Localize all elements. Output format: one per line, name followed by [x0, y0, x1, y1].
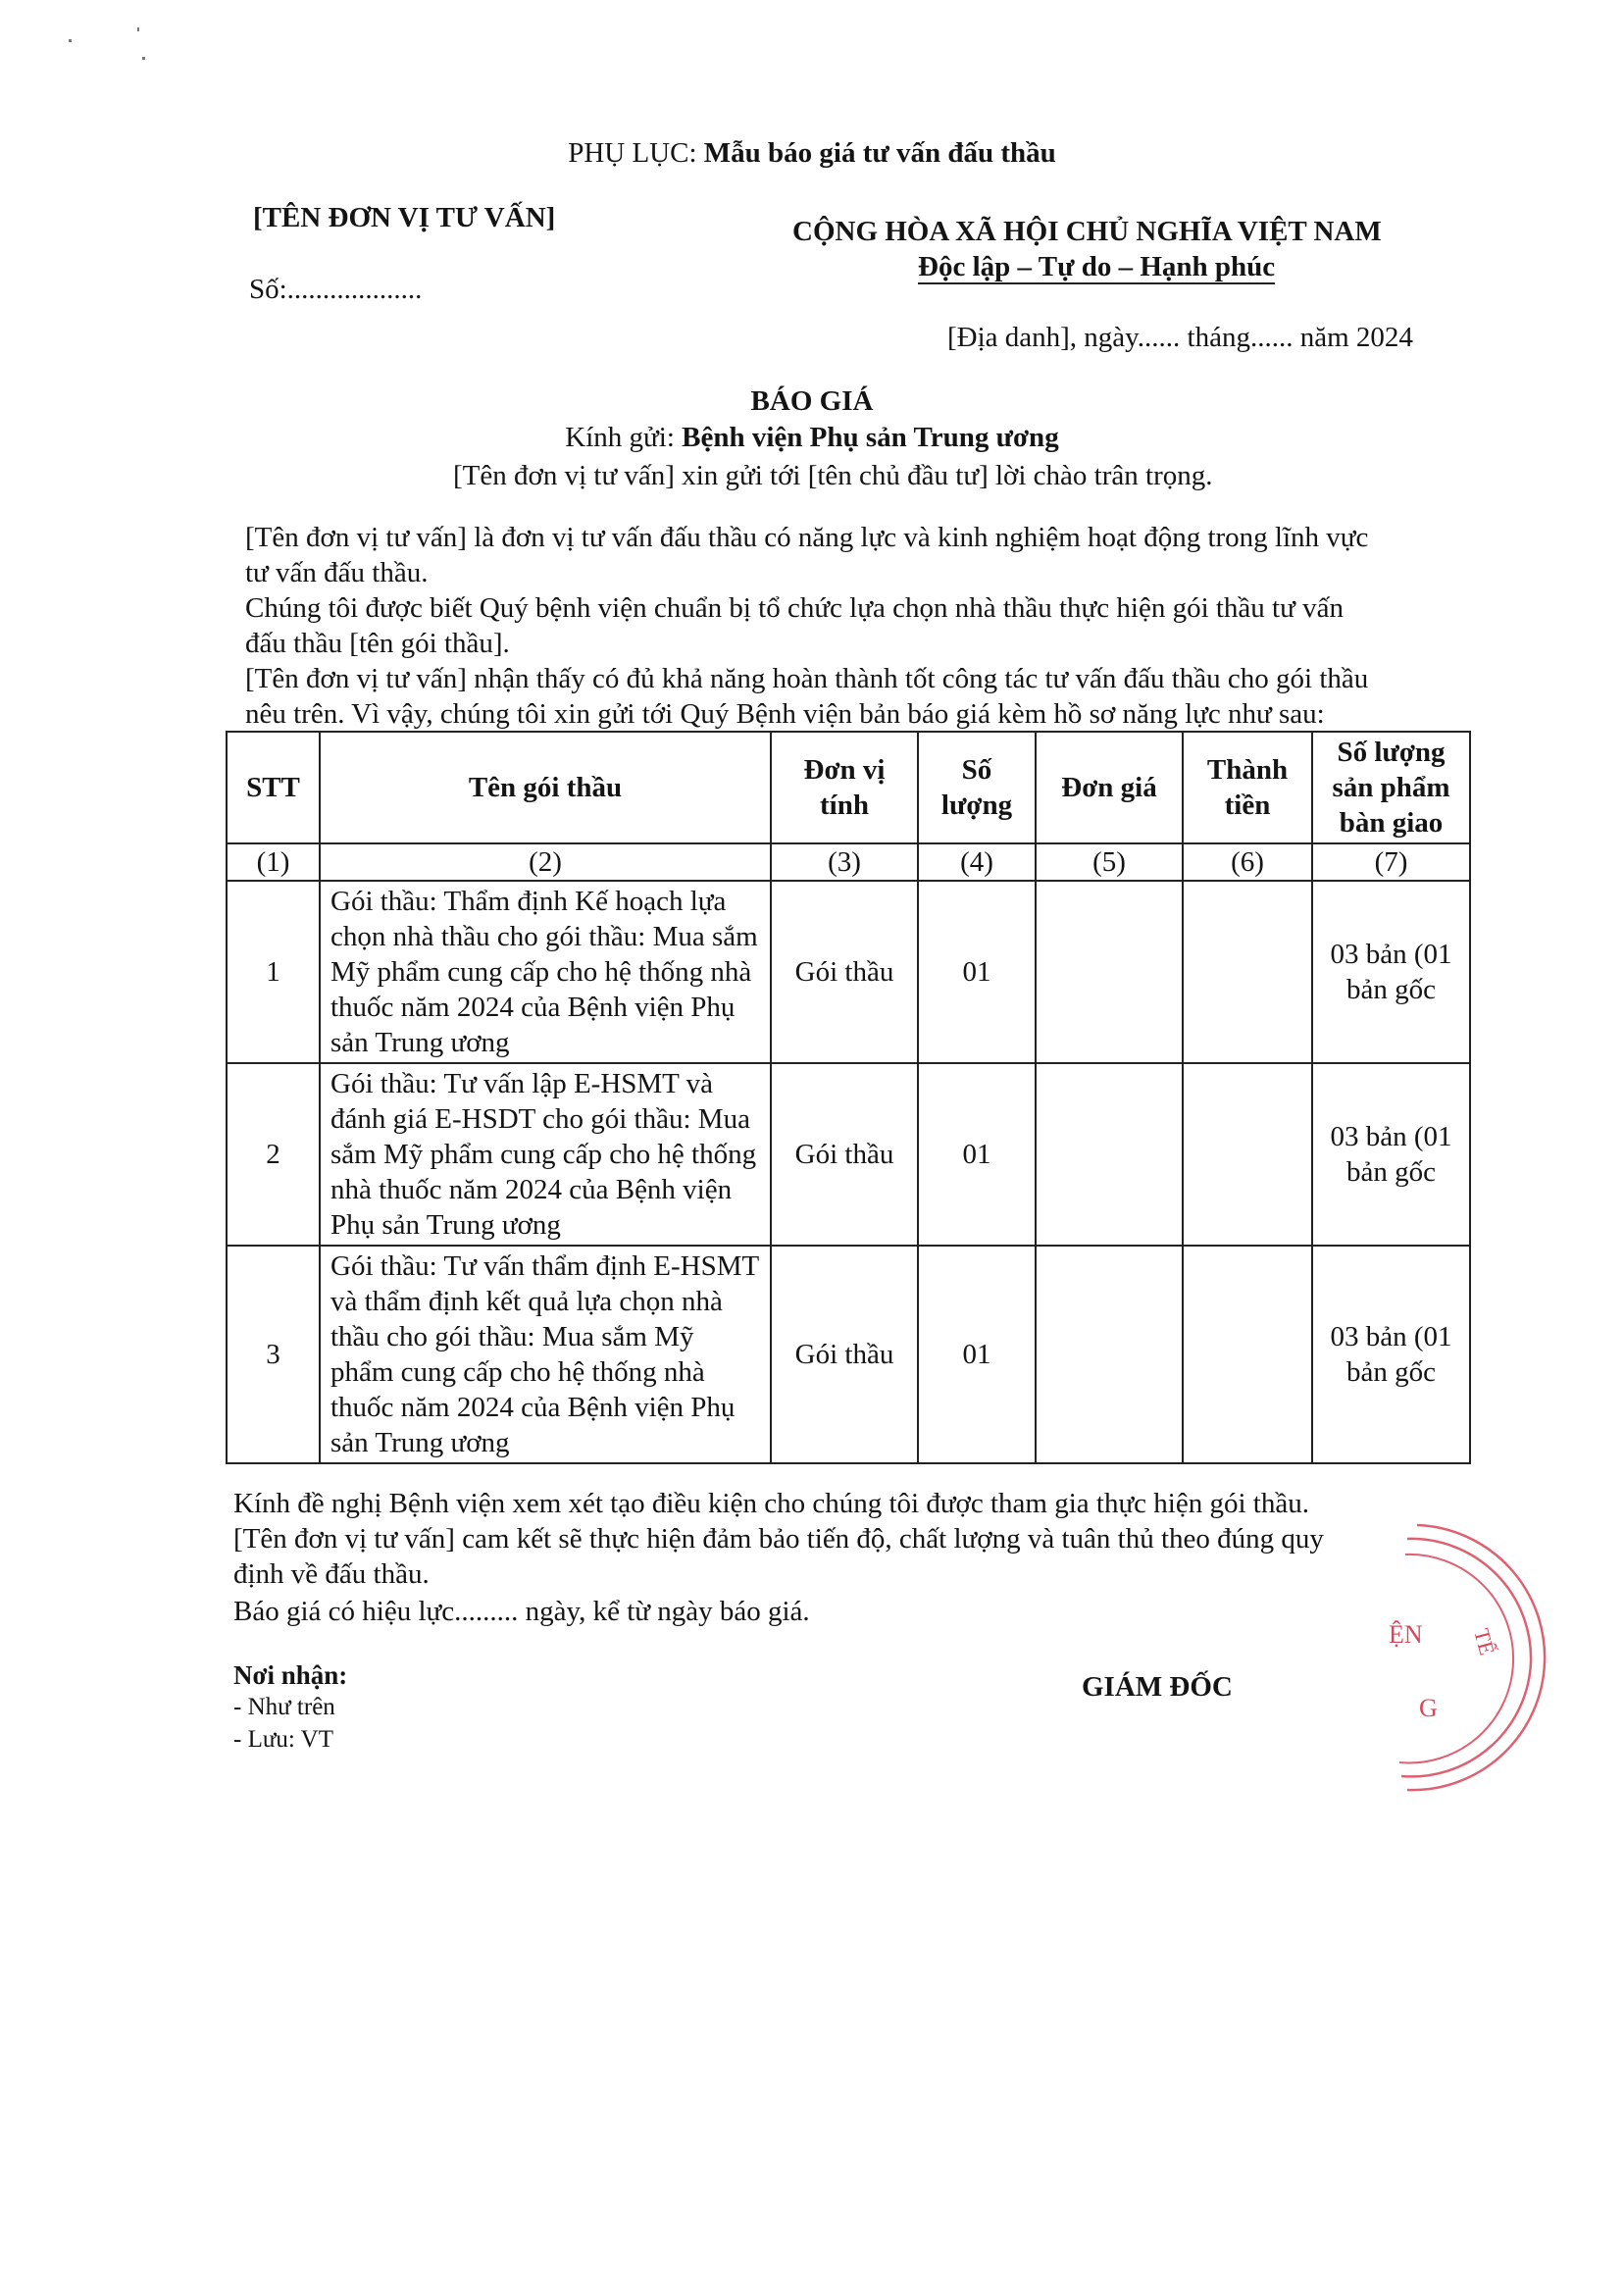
header-deliverables: Số lượng sản phẩm bàn giao — [1312, 732, 1470, 843]
column-number: (4) — [918, 843, 1036, 881]
header-stt: STT — [227, 732, 320, 843]
row-total — [1183, 1063, 1312, 1246]
quotation-table — [226, 731, 1471, 1464]
row-price — [1036, 1063, 1183, 1246]
company-seal-stamp — [1348, 1515, 1603, 1800]
row-deliverables: 03 bản (01 bản gốc — [1312, 1246, 1470, 1463]
table-row — [227, 1246, 1470, 1463]
closing-line: Báo giá có hiệu lực......... ngày, kể từ ngày báo giá. — [233, 1596, 810, 1627]
document-number: Số:................... — [249, 274, 423, 305]
row-total — [1183, 1246, 1312, 1463]
recipient-item: - Như trên — [233, 1694, 335, 1720]
closing-line: định về đấu thầu. — [233, 1558, 430, 1590]
header-name: Tên gói thầu — [320, 732, 771, 843]
country-name: CỘNG HÒA XÃ HỘI CHỦ NGHĨA VIỆT NAM — [792, 216, 1382, 247]
row-unit: Gói thầu — [771, 881, 918, 1063]
addressee — [0, 420, 1624, 455]
appendix-title-text: Mẫu báo giá tư vấn đấu thầu — [703, 137, 1056, 169]
place-date: [Địa danh], ngày...... tháng...... năm 2024 — [947, 322, 1413, 353]
scan-speck — [137, 27, 139, 31]
stamp-fragment: ỆN — [1389, 1620, 1423, 1649]
row-stt: 1 — [227, 881, 320, 1063]
row-unit: Gói thầu — [771, 1063, 918, 1246]
column-number: (7) — [1312, 843, 1470, 881]
motto: Độc lập – Tự do – Hạnh phúc — [918, 251, 1276, 282]
table-row — [227, 1063, 1470, 1246]
row-stt: 3 — [227, 1246, 320, 1463]
header-total: Thành tiền — [1183, 732, 1312, 843]
column-number: (6) — [1183, 843, 1312, 881]
row-qty: 01 — [918, 1246, 1036, 1463]
appendix-title — [0, 137, 1624, 170]
intro-line: tư vấn đấu thầu. — [245, 557, 429, 588]
column-number: (1) — [227, 843, 320, 881]
addressee-name: Bệnh viện Phụ sản Trung ương — [682, 422, 1059, 453]
closing-line: [Tên đơn vị tư vấn] cam kết sẽ thực hiện đảm bảo tiến độ, chất lượng và tuân thủ theo đúng quy — [233, 1523, 1324, 1555]
scan-speck — [69, 39, 72, 42]
intro-line: Chúng tôi được biết Quý bệnh viện chuẩn bị tổ chức lựa chọn nhà thầu thực hiện gói thầu tư vấn — [245, 592, 1344, 624]
recipients-label: Nơi nhận: — [233, 1660, 348, 1690]
intro-line: nêu trên. Vì vậy, chúng tôi xin gửi tới Quý Bệnh viện bản báo giá kèm hồ sơ năng lực như sau: — [245, 698, 1325, 730]
row-unit: Gói thầu — [771, 1246, 918, 1463]
column-number-row — [227, 843, 1470, 881]
table-row — [227, 881, 1470, 1063]
header-qty: Số lượng — [918, 732, 1036, 843]
row-price — [1036, 881, 1183, 1063]
row-stt: 2 — [227, 1063, 320, 1246]
intro-line: [Tên đơn vị tư vấn] là đơn vị tư vấn đấu thầu có năng lực và kinh nghiệm hoạt động trong lĩnh vực — [245, 522, 1369, 553]
header-unit: Đơn vị tính — [771, 732, 918, 843]
column-number: (5) — [1036, 843, 1183, 881]
stamp-fragment: TẾ — [1469, 1625, 1500, 1658]
intro-line: đấu thầu [tên gói thầu]. — [245, 628, 510, 659]
row-package-name: Gói thầu: Thẩm định Kế hoạch lựa chọn nhà thầu cho gói thầu: Mua sắm Mỹ phẩm cung cấp cho hệ thống nhà thuốc năm 2024 của Bệnh viện Phụ sản Trung ương — [320, 881, 771, 1063]
row-deliverables: 03 bản (01 bản gốc — [1312, 881, 1470, 1063]
signature-title: GIÁM ĐỐC — [1082, 1671, 1233, 1703]
table-header-row — [227, 732, 1470, 843]
consultant-unit: [TÊN ĐƠN VỊ TƯ VẤN] — [253, 202, 556, 233]
row-qty: 01 — [918, 1063, 1036, 1246]
greeting: [Tên đơn vị tư vấn] xin gửi tới [tên chủ đầu tư] lời chào trân trọng. — [453, 460, 1213, 491]
header-price: Đơn giá — [1036, 732, 1183, 843]
stamp-fragment: G — [1419, 1694, 1438, 1722]
document-heading: BÁO GIÁ — [750, 385, 874, 417]
closing-line: Kính đề nghị Bệnh viện xem xét tạo điều kiện cho chúng tôi được tham gia thực hiện gói thầu. — [233, 1488, 1309, 1519]
row-qty: 01 — [918, 881, 1036, 1063]
row-package-name: Gói thầu: Tư vấn lập E-HSMT và đánh giá E-HSDT cho gói thầu: Mua sắm Mỹ phẩm cung cấp cho hệ thống nhà thuốc năm 2024 của Bệnh viện Phụ sản Trung ương — [320, 1063, 771, 1246]
scan-speck — [142, 57, 145, 60]
addressee-label: Kính gửi: — [565, 422, 675, 453]
row-package-name: Gói thầu: Tư vấn thẩm định E-HSMT và thẩm định kết quả lựa chọn nhà thầu cho gói thầu: Mua sắm Mỹ phẩm cung cấp cho hệ thống nhà thuốc năm 2024 của Bệnh viện Phụ sản Trung ương — [320, 1246, 771, 1463]
column-number: (2) — [320, 843, 771, 881]
row-price — [1036, 1246, 1183, 1463]
recipient-item: - Lưu: VT — [233, 1726, 333, 1753]
appendix-prefix: PHỤ LỤC: — [568, 137, 697, 169]
column-number: (3) — [771, 843, 918, 881]
intro-line: [Tên đơn vị tư vấn] nhận thấy có đủ khả năng hoàn thành tốt công tác tư vấn đấu thầu cho gói thầu — [245, 663, 1369, 694]
row-total — [1183, 881, 1312, 1063]
row-deliverables: 03 bản (01 bản gốc — [1312, 1063, 1470, 1246]
